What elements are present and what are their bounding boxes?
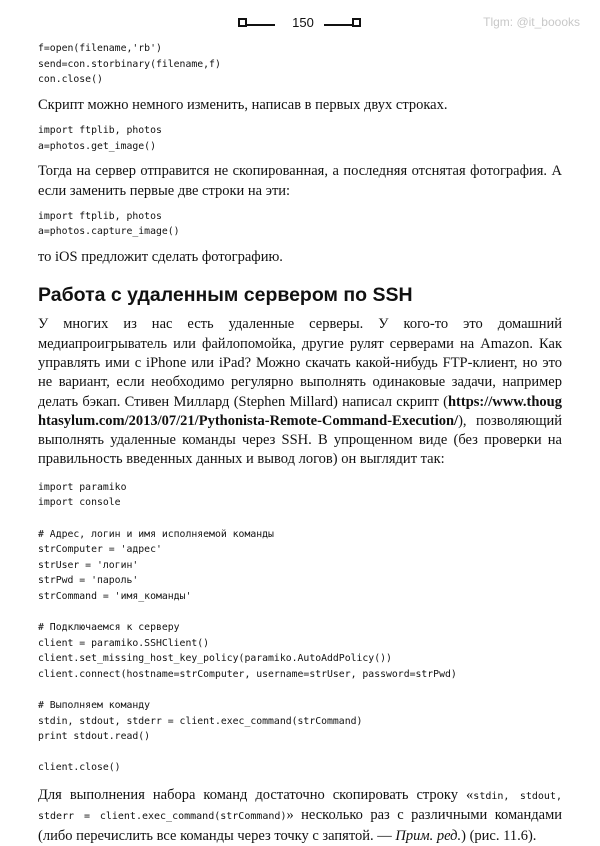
code-line: strPwd = 'пароль' [38,575,139,587]
multi-cmd-text-3: ) (рис. 11.6). [461,827,537,844]
page-content [38,41,562,846]
code-line: strUser = 'логин' [38,559,139,571]
code-line: print stdout.read() [38,731,151,743]
code-line: import ftplib, photos [38,210,162,222]
code-line: strComputer = 'адрес' [38,544,162,556]
code-line: import console [38,497,121,509]
section-title: Работа с удаленным сервером по SSH [38,284,413,307]
code-line: con.close() [38,74,103,86]
code-block-ssh [38,480,562,776]
code-line: client.connect(hostname=strComputer, username=strUser, password=strPwd) [38,668,457,680]
code-comment: # Выполняем команду [38,700,151,712]
multi-cmd-text-2: » несколько раз с различными командами (либо перечислить все команды через точку с запятой. — [38,807,562,844]
code-line: client.set_missing_host_key_policy(paramiko.AutoAddPolicy()) [38,653,392,665]
script-link[interactable]: https://www.thoughtasylum.com/2013/07/21/Pythonista-Remote-Command-Execution/ [38,393,562,429]
code-line: import ftplib, photos [38,125,162,137]
paragraph-multiple-commands [38,786,562,846]
code-line: f=open(filename,'rb') [38,43,162,54]
code-comment: # Подключаемся к серверу [38,622,180,634]
ssh-intro-text: У многих из нас есть удаленные серверы. У кого-то это домашний медиапроигрыватель или файлопомойка, другие рулят серверами на Amazon. Как управлять ими с iPhone или iPad? Можно скачать какой-нибудь FTP-клиент, но это не вариант, если необходимо регулярно выполнять одинаковые задачи, например делать бэкап. Стивен Миллард (Stephen Millard) написал скрипт ( [38,316,562,410]
page-number: 150 [292,15,314,30]
code-line: stdin, stdout, stderr = client.exec_command(strCommand) [38,715,363,727]
watermark: Tlgm: @it_boooks [483,15,580,29]
code-block-get-image [38,123,562,154]
ssh-intro-text-end: ), позволяющий выполнять удаленные команды через SSH. В упрощенном виде (без проверки на правильность введенных данных и вывод логов) он выглядит так: [38,412,562,468]
code-block-capture-image [38,209,562,240]
paragraph-ssh-intro [38,315,562,469]
page-header [0,14,600,36]
multi-cmd-text: Для выполнения набора команд достаточно скопировать строку « [38,787,474,803]
editor-note: Прим. ред. [395,827,462,844]
paragraph-last-photo: Тогда на сервер отправится не скопированная, а последняя отснятая фотография. А если заменить первые две строки на эти: [38,163,562,199]
paragraph-ios-photo: то iOS предложит сделать фотографию. [38,249,283,266]
header-left-rule [245,24,275,26]
code-line: client = paramiko.SSHClient() [38,637,210,649]
code-comment: # Адрес, логин и имя исполняемой команды [38,528,274,540]
code-line: send=con.storbinary(filename,f) [38,58,221,70]
code-line: strCommand = 'имя_команды' [38,590,192,602]
code-block-upload [38,41,562,88]
header-right-rule [324,24,354,26]
inline-code: stdin, stdout, stderr = client.exec_command(strCommand) [38,791,562,823]
header-right-ornament [352,18,361,27]
code-line: client.close() [38,762,121,774]
paragraph-modify-script: Скрипт можно немного изменить, написав в первых двух строках. [38,96,448,113]
code-line: a=photos.capture_image() [38,226,180,238]
code-line: a=photos.get_image() [38,140,156,152]
code-line: import paramiko [38,481,127,493]
